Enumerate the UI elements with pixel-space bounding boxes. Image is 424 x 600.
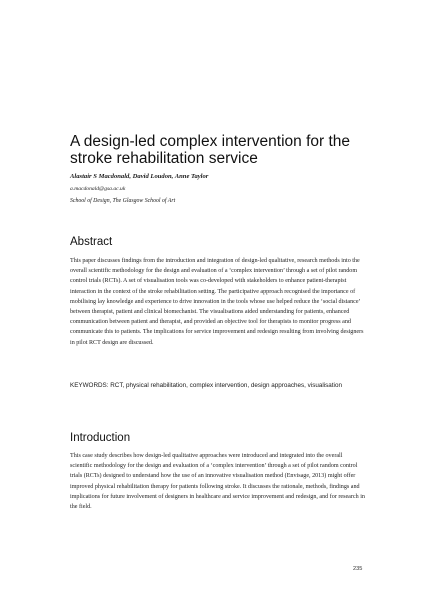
page-number: 235 bbox=[353, 566, 363, 572]
introduction-body: This case study describes how design-led qualitative approaches were introduced and integrated into the overall scientific methodology for the design and evaluation of a ‘complex intervention’ through a set of pilot random control trials (RCTs) designed to understand how the use of an innovative visualisation method (Envisage, 2013) might offer improved physical rehabilitation therapy for patients following stroke. It discusses the rationale, methods, findings and implications for future involvement of designers in healthcare and service improvement and redesign, and for research in the field. bbox=[70, 453, 365, 511]
author-list: Alastair S Macdonald, David Loudon, Anne Taylor bbox=[70, 173, 209, 180]
abstract-heading: Abstract bbox=[70, 236, 113, 248]
paper-title: A design-led complex intervention for the stroke rehabilitation service bbox=[70, 133, 351, 167]
keywords-line: KEYWORDS: RCT, physical rehabilitation, complex intervention, design approaches, visualisation bbox=[70, 382, 342, 389]
author-email: a.macdonald@gsa.ac.uk bbox=[70, 186, 126, 192]
author-affiliation: School of Design, The Glasgow School of Art bbox=[70, 198, 176, 204]
introduction-heading: Introduction bbox=[70, 432, 131, 444]
abstract-body: This paper discusses findings from the introduction and integration of design-led qualitative, research methods into the overall scientific methodology for the design and evaluation of a ‘complex intervention’ through a set of pilot random control trials (RCTs). A set of visualisation tools was co-developed with stakeholders to enhance patient-therapist interaction in the context of the stroke rehabilitation setting. The participative approach recognised the importance of mobilising lay knowledge and experience to drive innovation in the tools whose use helped reduce the ‘social distance’ between therapist, patient and clinical biomechanist. The visualisations aided understanding for patients, enhanced communication between patient and therapist, and provided an objective tool for therapists to monitor progress and communicate this to patients. The implications for service improvement and redesign resulting from involving designers in pilot RCT design are discussed. bbox=[70, 258, 364, 346]
